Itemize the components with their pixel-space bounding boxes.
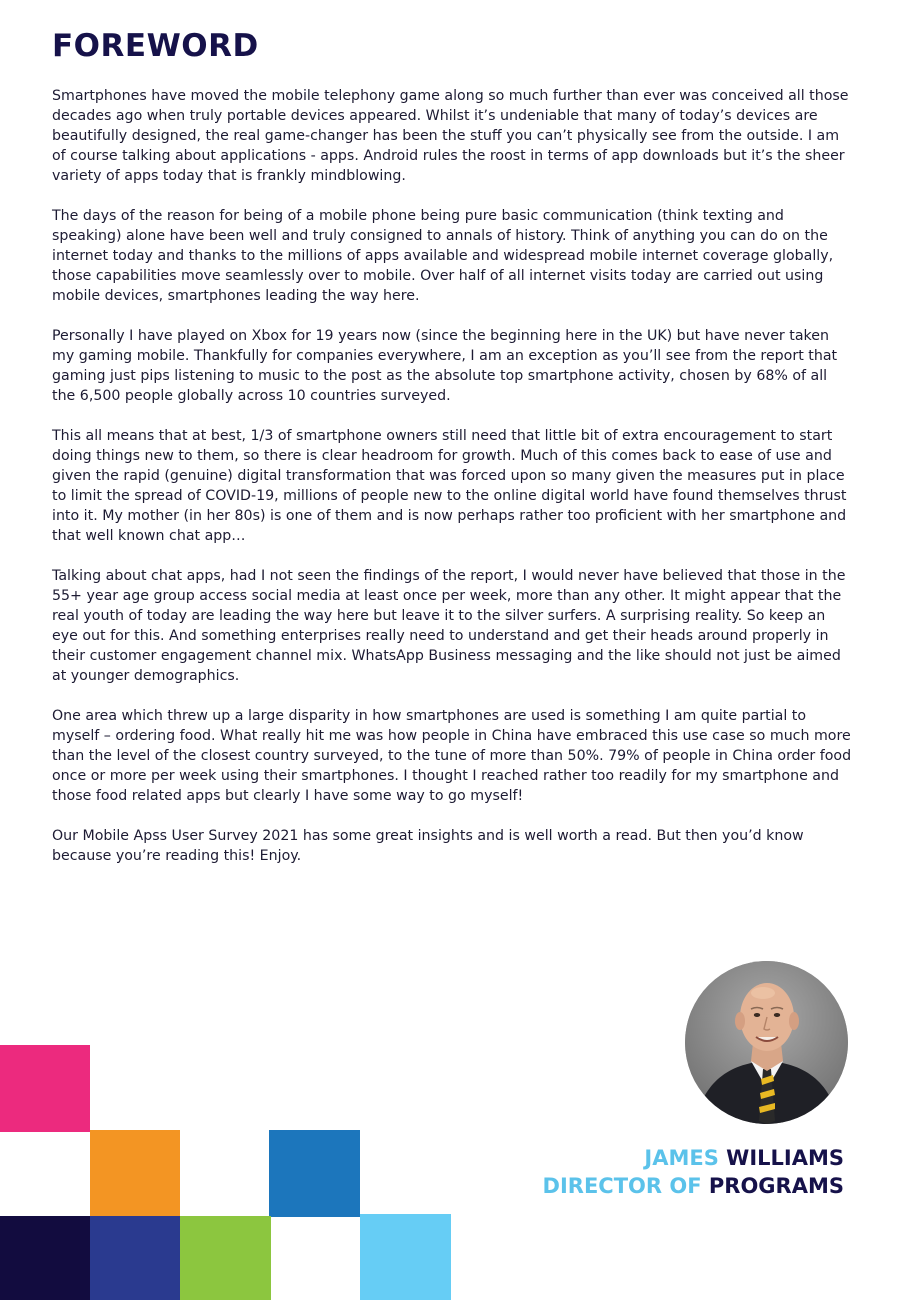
decor-block-orange [90,1130,180,1217]
author-name [543,1144,844,1172]
author-role-suffix: PROGRAMS [708,1174,844,1198]
foreword-body [52,86,852,886]
paragraph: Smartphones have moved the mobile telephony game along so much further than ever was conceived all those decades ago when truly portable devices appeared. Whilst it’s undeniable that many of today’s devices are beautifully designed, the real game-changer has been the stuff you can’t physically see from the outside. I am of course talking about applications - apps. Android rules the roost in terms of app downloads but it’s the sheer variety of apps today that is frankly mindblowing. [52,88,849,184]
decor-block-blue [269,1130,360,1217]
author-role-prefix: DIRECTOR OF [542,1174,702,1198]
decor-block-navy [0,1216,90,1300]
decor-block-sky [360,1214,451,1300]
paragraph: Talking about chat apps, had I not seen the findings of the report, I would never have believed that those in the 55+ year age group access social media at least once per week, more than any other. It might appear that the real youth of today are leading the way here but leave it to the silver surfers. A surprising reality. So keep an eye out for this. And something enterprises really need to understand and get their heads around properly in their customer engagement channel mix. WhatsApp Business messaging and the like should not just be aimed at younger demographics. [52,568,846,684]
decor-block-green [180,1216,271,1300]
decor-block-magenta [0,1045,90,1132]
author-signature [543,1144,844,1200]
paragraph: Personally I have played on Xbox for 19 years now (since the beginning here in the UK) but have never taken my gaming mobile. Thankfully for companies everywhere, I am an exception as you’ll see from the report that gaming just pips listening to music to the post as the absolute top smartphone activity, chosen by 68% of all the 6,500 people globally across 10 countries surveyed. [52,328,838,404]
paragraph: One area which threw up a large disparity in how smartphones are used is something I am quite partial to myself – ordering food. What really hit me was how people in China have embraced this use case so much more than the level of the closest country surveyed, to the tune of more than 50%. 79% of people in China order food once or more per week using their smartphones. I thought I reached rather too readily for my smartphone and those food related apps but clearly I have some way to go myself! [52,708,852,804]
paragraph: This all means that at best, 1/3 of smartphone owners still need that little bit of extra encouragement to start doing things new to them, so there is clear headroom for growth. Much of this comes back to ease of use and given the rapid (genuine) digital transformation that was forced upon so many given the measures put in place to limit the spread of COVID-19, millions of people new to the online digital world have found themselves thrust into it. My mother (in her 80s) is one of them and is now perhaps rather too proficient with her smartphone and that well known chat app… [52,428,847,544]
decor-block-indigo [90,1216,180,1300]
page-title: FOREWORD [52,28,259,64]
author-role [543,1172,844,1200]
portrait-illustration [685,961,848,1124]
paragraph: The days of the reason for being of a mobile phone being pure basic communication (think texting and speaking) alone have been well and truly consigned to annals of history. Think of anything you can do on the internet today and thanks to the millions of apps available and widespread mobile internet coverage globally, those capabilities move seamlessly over to mobile. Over half of all internet visits today are carried out using mobile devices, smartphones leading the way here. [52,208,834,304]
author-first-name: JAMES [644,1146,719,1170]
author-last-name: WILLIAMS [726,1146,844,1170]
author-portrait [685,961,848,1124]
paragraph: Our Mobile Apss User Survey 2021 has some great insights and is well worth a read. But then you’d know because you’re reading this! Enjoy. [52,828,804,864]
